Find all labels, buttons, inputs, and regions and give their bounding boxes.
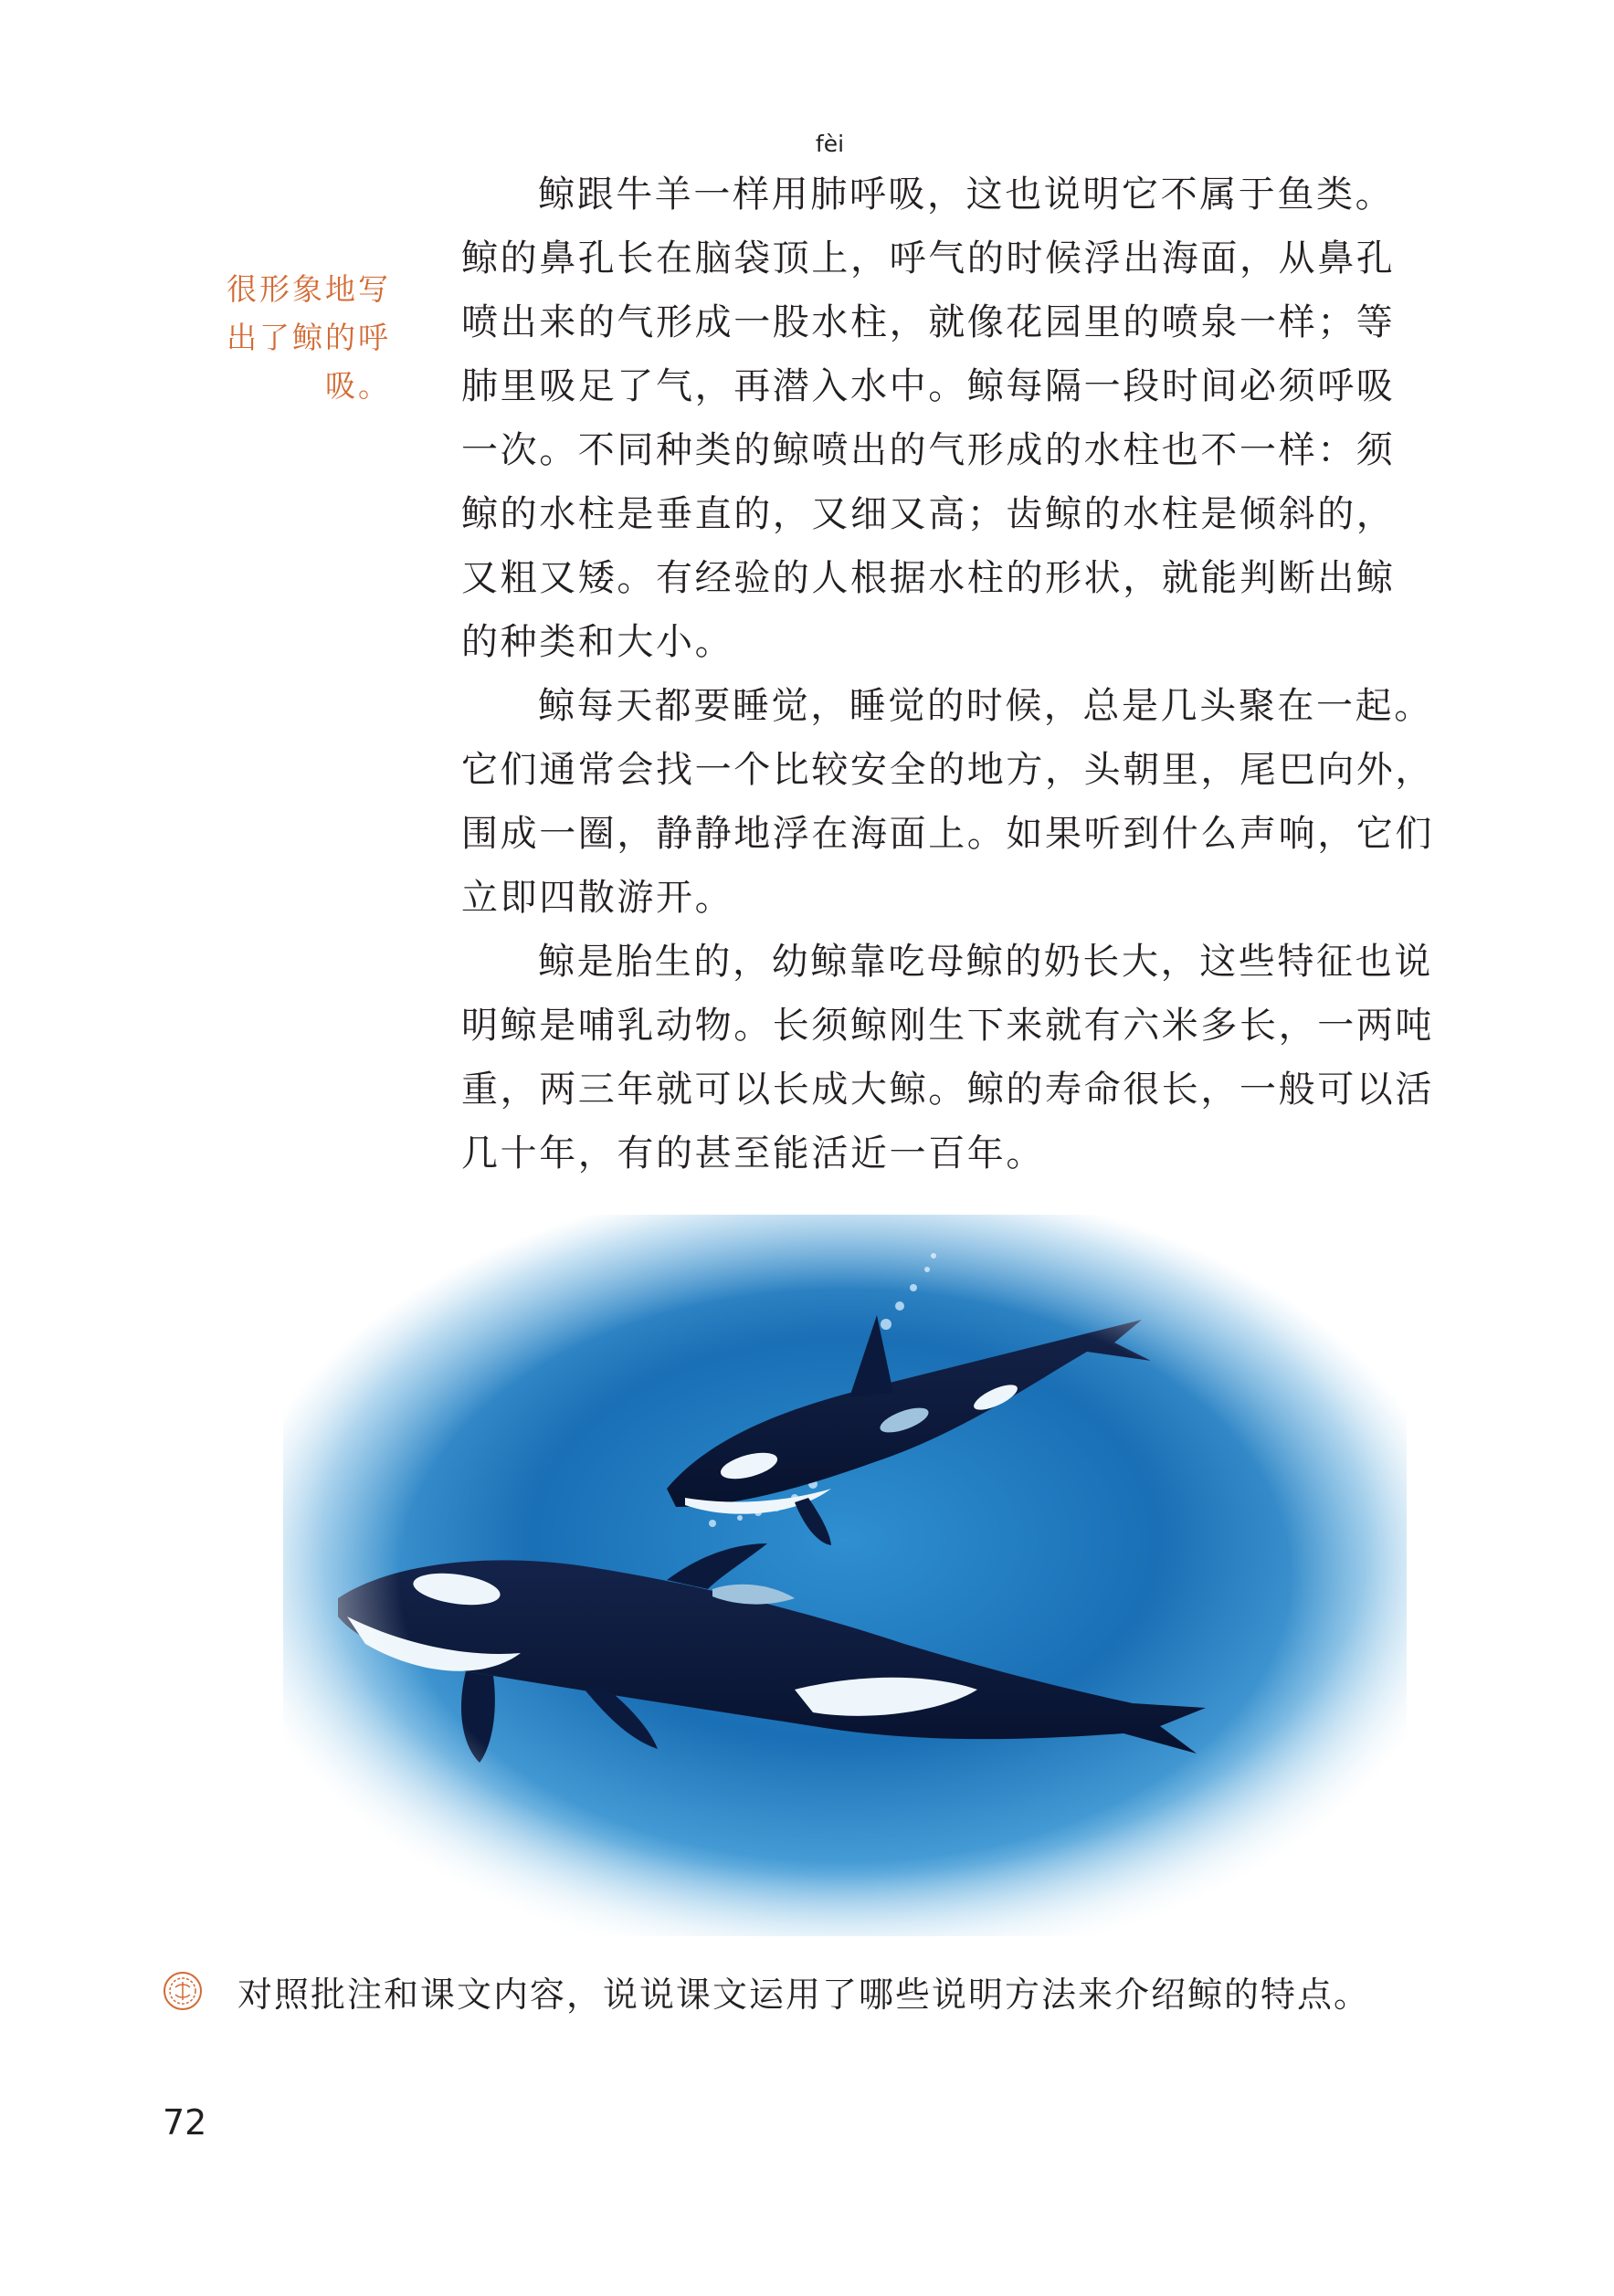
text-segment: 鲸跟牛羊一样用 [538, 174, 811, 216]
text-line: 立即四散游开。 [461, 877, 734, 919]
text-line: 鲸是胎生的，幼鲸靠吃母鲸的奶长大，这些特征也说 [538, 941, 1433, 983]
annotation-line: 很形象地写 [227, 271, 391, 307]
edge-vignette [283, 1215, 1407, 1936]
text-line: 围成一圈，静静地浮在海面上。如果听到什么声响，它们 [461, 813, 1434, 855]
text-line: 明鲸是哺乳动物。长须鲸刚生下来就有六米多长，一两吨 [461, 1005, 1434, 1047]
text-line: 它们通常会找一个比较安全的地方，头朝里，尾巴向外， [461, 749, 1434, 791]
text-line: 几十年，有的甚至能活近一百年。 [461, 1132, 1045, 1174]
text-line: 又粗又矮。有经验的人根据水柱的形状，就能判断出鲸 [461, 557, 1396, 599]
text-line: 的种类和大小。 [461, 621, 734, 663]
exercise-question [163, 1964, 1370, 2018]
paragraph-sleeping [461, 674, 1434, 930]
annotation-line: 出了鲸的呼吸。 [227, 320, 391, 404]
text-segment: 呼吸，这也说明它不属于鱼类。 [849, 174, 1395, 216]
paragraph-breathing [461, 131, 1416, 674]
text-line: 喷出来的气形成一股水柱，就像花园里的喷泉一样；等 [461, 301, 1396, 343]
text-line: 一次。不同种类的鲸喷出的气形成的水柱也不一样：须 [461, 429, 1396, 471]
pinyin-annotation: fèi [815, 131, 845, 157]
text-line: 鲸的水柱是垂直的，又细又高；齿鲸的水柱是倾斜的， [461, 493, 1396, 535]
orca-illustration [283, 1215, 1407, 1936]
question-text: 对照批注和课文内容，说说课文运用了哪些说明方法来介绍鲸的特点。 [237, 1974, 1371, 2015]
text-line: 肺里吸足了气，再潜入水中。鲸每隔一段时间必须呼吸 [461, 365, 1396, 407]
margin-annotation [163, 265, 391, 410]
lesson-body [461, 131, 1434, 1185]
ruby-word [810, 131, 849, 226]
page-number: 72 [163, 2102, 207, 2143]
text-line [461, 131, 1416, 226]
text-line: 重，两三年就可以长成大鲸。鲸的寿命很长，一般可以活 [461, 1069, 1434, 1111]
seal-icon [163, 1971, 203, 2011]
text-line: 鲸每天都要睡觉，睡觉的时候，总是几头聚在一起。 [538, 685, 1433, 727]
ruby-base: 肺 [810, 174, 849, 216]
paragraph-reproduction [461, 930, 1434, 1185]
text-line: 鲸的鼻孔长在脑袋顶上，呼气的时候浮出海面，从鼻孔 [461, 237, 1396, 279]
orca-illustration-svg [283, 1215, 1407, 1936]
